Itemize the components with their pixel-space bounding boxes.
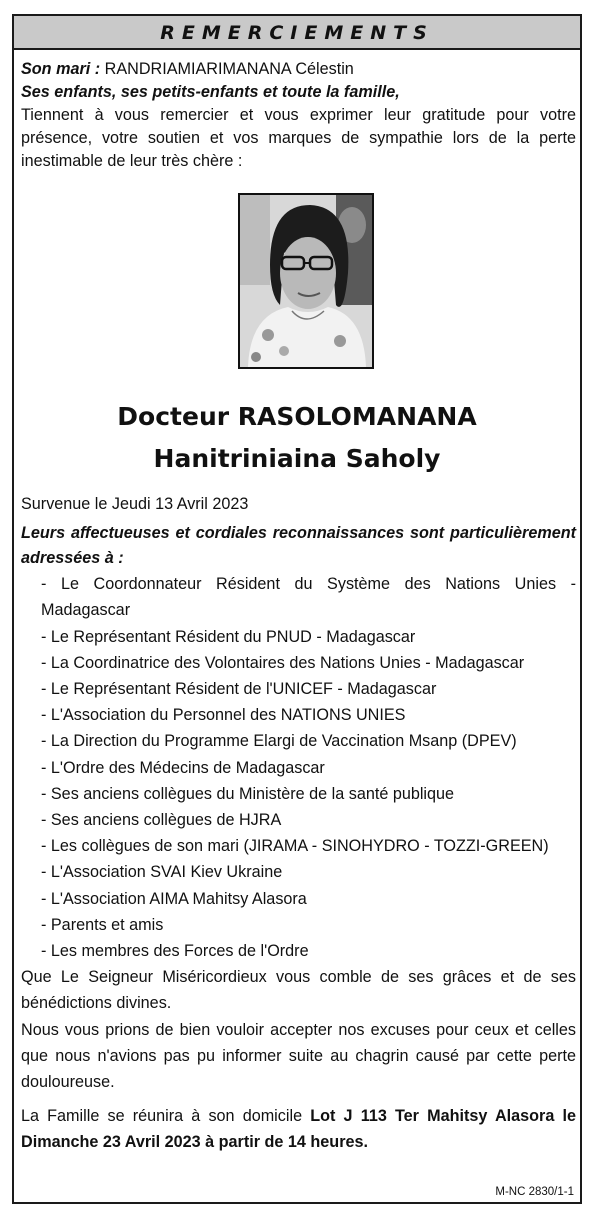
list-item: - Parents et amis	[41, 915, 164, 934]
thanks-message: Tiennent à vous remercier et vous exprimer leur gratitude pour votre présence, votre soutien et vos marques de sympathie lors de la perte inestimable de leur très chère :	[21, 106, 576, 170]
list-item: - Ses anciens collègues de HJRA	[41, 811, 282, 830]
announcement-card	[12, 14, 582, 1204]
intro-section	[21, 58, 576, 173]
date-of-passing: Survenue le Jeudi 13 Avril 2023	[21, 495, 249, 513]
gathering-prefix: La Famille se réunira à son domicile	[21, 1107, 303, 1126]
list-item: - Le Représentant Résident de l'UNICEF - Madagascar	[41, 680, 437, 699]
deceased-name	[14, 396, 580, 480]
list-item: - La Direction du Programme Elargi de Vaccination Msanp (DPEV)	[41, 732, 517, 751]
apology-text: Nous vous prions de bien vouloir accepter nos excuses pour ceux et celles que nous n'avions pas pu informer suite au chagrin causé par cette perte douloureuse.	[21, 1020, 576, 1092]
reference-code: M-NC 2830/1-1	[495, 1186, 574, 1198]
gathering-text	[21, 1103, 576, 1155]
deceased-name-line2: Hanitriniaina Saholy	[153, 444, 441, 473]
list-item: - L'Association SVAI Kiev Ukraine	[41, 863, 283, 882]
list-item: - Le Coordonnateur Résident du Système des Nations Unies - Madagascar	[41, 575, 576, 620]
husband-label: Son mari :	[21, 60, 101, 78]
list-item: - L'Association AIMA Mahitsy Alasora	[41, 889, 307, 908]
children-line: Ses enfants, ses petits-enfants et toute la famille,	[21, 83, 400, 101]
list-item: - Le Représentant Résident du PNUD - Madagascar	[41, 627, 416, 646]
acknowledgement-heading: Leurs affectueuses et cordiales reconnaissances sont particulièrement adressées à :	[21, 524, 576, 568]
blessing-text: Que Le Seigneur Miséricordieux vous comble de ses grâces et de ses bénédictions divines.	[21, 968, 576, 1013]
gathering-details: Lot J 113 Ter Mahitsy Alasora le Dimanche 23 Avril 2023 à partir de 14 heures.	[21, 1107, 576, 1152]
list-item: - L'Ordre des Médecins de Madagascar	[41, 758, 325, 777]
list-item: - La Coordinatrice des Volontaires des Nations Unies - Madagascar	[41, 653, 525, 672]
list-item: - Ses anciens collègues du Ministère de la santé publique	[41, 784, 455, 803]
details-section	[21, 491, 576, 1156]
closing-section	[21, 964, 576, 1155]
banner-title: REMERCIEMENTS	[14, 16, 580, 50]
list-item: - L'Association du Personnel des NATIONS UNIES	[41, 706, 406, 725]
deceased-name-line1: Docteur RASOLOMANANA	[117, 402, 477, 431]
acknowledgement-list	[21, 571, 576, 964]
husband-name: RANDRIAMIARIMANANA Célestin	[104, 60, 354, 78]
list-item: - Les membres des Forces de l'Ordre	[41, 942, 309, 961]
portrait-photo	[238, 193, 374, 369]
list-item: - Les collègues de son mari (JIRAMA - SINOHYDRO - TOZZI-GREEN)	[41, 837, 549, 856]
